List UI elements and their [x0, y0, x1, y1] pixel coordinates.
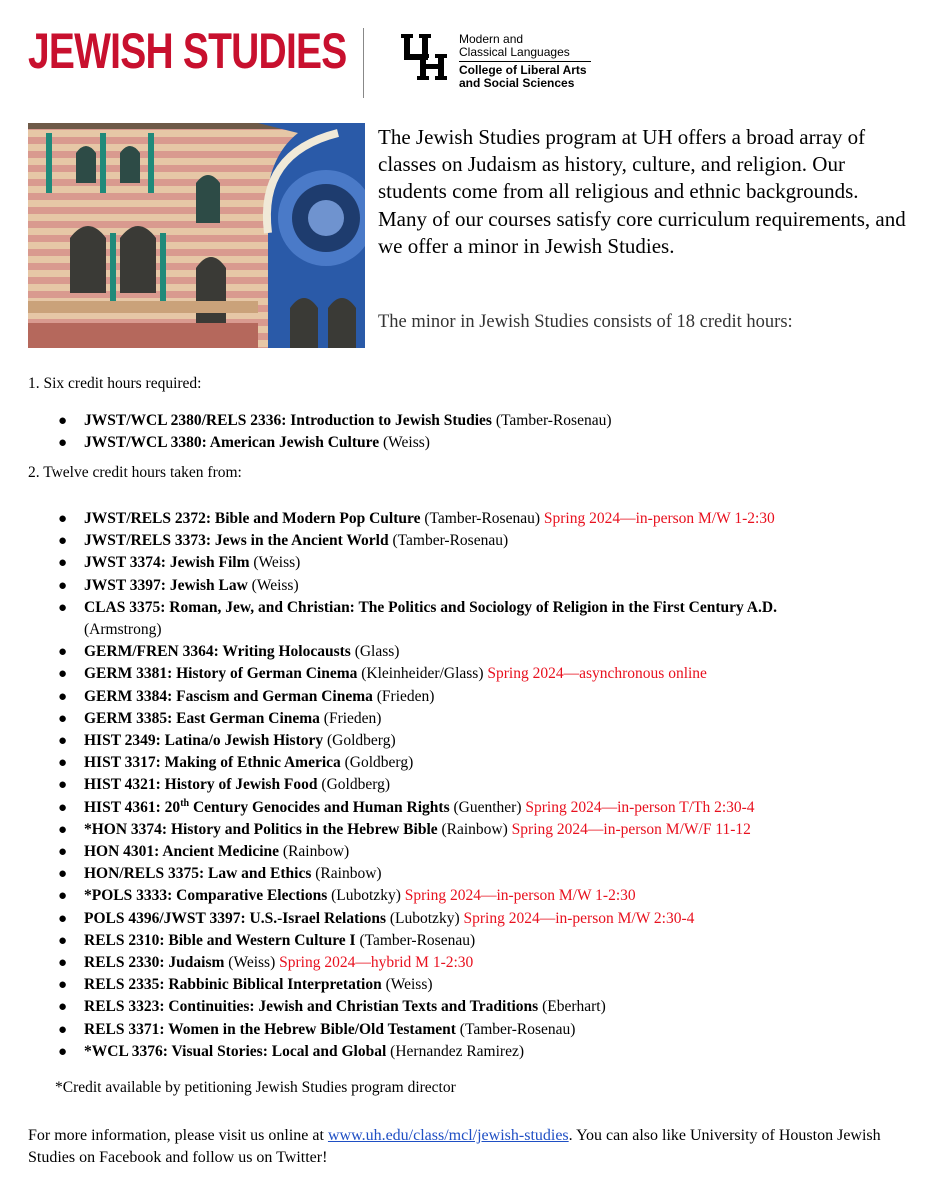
- list-item: [28, 530, 908, 552]
- course-name: HON/RELS 3375: Law and Ethics: [84, 865, 312, 883]
- minor-summary: The minor in Jewish Studies consists of 18 credit hours:: [378, 312, 793, 332]
- more-info-prefix: For more information, please visit us online at: [28, 1127, 328, 1144]
- course-instructor: (Rainbow): [437, 820, 512, 838]
- electives-heading: 2. Twelve credit hours taken from:: [28, 464, 242, 481]
- course-schedule: Spring 2024—in-person M/W 1-2:30: [404, 887, 636, 905]
- program-website-link[interactable]: www.uh.edu/class/mcl/jewish-studies: [327, 1127, 569, 1144]
- course-instructor: (Goldberg): [340, 754, 414, 772]
- course-instructor: (Lubotzky): [386, 909, 464, 927]
- list-item: [28, 1041, 908, 1063]
- course-instructor: (Tamber-Rosenau): [388, 532, 509, 550]
- course-name: HIST 4361: 20th Century Genocides and Human Rights: [84, 797, 450, 816]
- course-schedule: Spring 2024—hybrid M 1-2:30: [279, 954, 474, 972]
- course-instructor: (Weiss): [379, 434, 430, 452]
- course-instructor: (Rainbow): [279, 843, 350, 861]
- uh-logo-icon: [399, 34, 449, 80]
- course-name: HON 4301: Ancient Medicine: [84, 843, 280, 861]
- course-name: RELS 3371: Women in the Hebrew Bible/Old Testament: [84, 1020, 456, 1038]
- list-item: [28, 432, 908, 454]
- list-item: [28, 575, 908, 597]
- list-item: [28, 508, 908, 530]
- course-instructor: (Lubotzky): [327, 887, 405, 905]
- program-title: JEWISH STUDIES: [28, 23, 347, 79]
- course-schedule: Spring 2024—asynchronous online: [487, 665, 707, 683]
- course-name: *HON 3374: History and Politics in the Hebrew Bible: [84, 820, 438, 838]
- bullet-icon: ●: [58, 511, 68, 527]
- course-name: *WCL 3376: Visual Stories: Local and Global: [84, 1042, 387, 1060]
- list-item: [28, 974, 908, 996]
- bullet-icon: ●: [58, 599, 68, 616]
- course-name: HIST 4321: History of Jewish Food: [84, 776, 318, 794]
- course-name: GERM 3385: East German Cinema: [84, 709, 320, 727]
- list-item: [28, 885, 908, 907]
- bullet-icon: ●: [58, 977, 68, 994]
- course-instructor: (Weiss): [249, 554, 301, 572]
- course-name: *POLS 3333: Comparative Elections: [84, 887, 328, 905]
- footnote: *Credit available by petitioning Jewish Studies program director: [55, 1079, 456, 1096]
- bullet-icon: ●: [58, 555, 68, 572]
- list-item: [28, 552, 908, 574]
- course-name: HIST 3317: Making of Ethnic America: [84, 754, 341, 772]
- bullet-icon: ●: [58, 777, 68, 794]
- list-item: [28, 774, 908, 796]
- required-heading: 1. Six credit hours required:: [28, 375, 202, 392]
- list-item: [28, 663, 908, 685]
- course-schedule: Spring 2024—in-person M/W 1-2:30: [543, 510, 775, 527]
- list-item: [28, 730, 908, 752]
- course-instructor: (Armstrong): [84, 621, 162, 639]
- dept-rule: [459, 61, 591, 62]
- college-line-2: and Social Sciences: [459, 76, 575, 90]
- course-name: GERM 3384: Fascism and German Cinema: [84, 687, 373, 705]
- elective-course-list: [28, 508, 908, 1063]
- course-name: GERM 3381: History of German Cinema: [84, 665, 358, 683]
- bullet-icon: ●: [58, 688, 68, 705]
- course-name: HIST 2349: Latina/o Jewish History: [84, 732, 324, 750]
- course-instructor: (Frieden): [372, 687, 435, 705]
- course-instructor: (Kleinheider/Glass): [357, 665, 488, 683]
- course-instructor: (Weiss): [224, 954, 280, 972]
- list-item: [28, 1019, 908, 1041]
- list-item: [28, 930, 908, 952]
- list-item: [28, 410, 908, 432]
- bullet-icon: ●: [58, 666, 68, 683]
- course-name: GERM/FREN 3364: Writing Holocausts: [84, 643, 351, 661]
- list-item: [28, 863, 908, 885]
- more-info-suffix: . You can also like University of Houston Jewish Studies on Facebook and follow us on Twitter!: [28, 1127, 881, 1166]
- list-item: [28, 841, 908, 863]
- course-instructor: (Goldberg): [317, 776, 390, 794]
- course-instructor: (Tamber-Rosenau): [420, 510, 544, 527]
- bullet-icon: ●: [58, 821, 68, 838]
- bullet-icon: ●: [58, 755, 68, 772]
- course-instructor: (Tamber-Rosenau): [455, 1020, 576, 1038]
- bullet-icon: ●: [58, 932, 68, 949]
- college-line-1: College of Liberal Arts: [459, 63, 587, 77]
- bullet-icon: ●: [58, 577, 68, 594]
- bullet-icon: ●: [58, 1043, 68, 1060]
- bullet-icon: ●: [58, 413, 68, 429]
- course-instructor: (Tamber-Rosenau): [355, 931, 476, 949]
- bullet-icon: ●: [58, 999, 68, 1016]
- bullet-icon: ●: [58, 844, 68, 861]
- bullet-icon: ●: [58, 710, 68, 727]
- bullet-icon: ●: [58, 910, 68, 927]
- intro-paragraph: The Jewish Studies program at UH offers a broad array of classes on Judaism as history, culture, and religion. Our students come from all religious and ethnic backgrounds. Many of our courses satisfy core curriculum requirements, and we offer a minor in Jewish Studies.: [378, 125, 906, 258]
- course-name: RELS 3323: Continuities: Jewish and Christian Texts and Traditions: [84, 998, 539, 1016]
- course-name: JWST 3397: Jewish Law: [84, 576, 248, 594]
- list-item: [28, 686, 908, 708]
- course-name: JWST/RELS 2372: Bible and Modern Pop Culture: [84, 510, 421, 527]
- course-name: JWST 3374: Jewish Film: [84, 554, 250, 572]
- course-name: JWST/WCL 3380: American Jewish Culture: [84, 434, 380, 452]
- course-name: JWST/RELS 3373: Jews in the Ancient World: [84, 532, 389, 550]
- course-name: RELS 2330: Judaism: [84, 954, 225, 972]
- list-item: [28, 708, 908, 730]
- course-instructor: (Hernandez Ramirez): [386, 1042, 524, 1060]
- department-block: [459, 33, 591, 90]
- required-course-list: [28, 410, 908, 454]
- header-divider: [363, 28, 364, 98]
- list-item: [28, 952, 908, 974]
- course-instructor: (Glass): [350, 643, 400, 661]
- dept-line-1: Modern and: [459, 32, 524, 46]
- course-name: CLAS 3375: Roman, Jew, and Christian: The Politics and Sociology of Religion in the First Century A.D.: [84, 598, 777, 616]
- list-item: [28, 819, 908, 841]
- course-schedule: Spring 2024—in-person M/W/F 11-12: [511, 820, 751, 838]
- dept-line-2: Classical Languages: [459, 45, 570, 59]
- list-item: [28, 597, 908, 641]
- course-instructor: (Frieden): [319, 709, 382, 727]
- bullet-icon: ●: [58, 1021, 68, 1038]
- course-instructor: (Guenther): [449, 798, 526, 816]
- course-instructor: (Goldberg): [323, 732, 396, 750]
- bullet-icon: ●: [58, 888, 68, 905]
- bullet-icon: ●: [58, 533, 68, 550]
- course-instructor: (Eberhart): [538, 998, 606, 1016]
- course-name: RELS 2335: Rabbinic Biblical Interpretation: [84, 976, 382, 994]
- list-item: [28, 641, 908, 663]
- bullet-icon: ●: [58, 644, 68, 661]
- list-item: [28, 908, 908, 930]
- list-item: [28, 996, 908, 1018]
- bullet-icon: ●: [58, 435, 68, 452]
- bullet-icon: ●: [58, 955, 68, 972]
- course-instructor: (Weiss): [381, 976, 433, 994]
- list-item: [28, 752, 908, 774]
- more-info: [28, 1125, 908, 1169]
- synagogue-photo: [28, 123, 365, 348]
- bullet-icon: ●: [58, 733, 68, 750]
- course-name: JWST/WCL 2380/RELS 2336: Introduction to Jewish Studies: [84, 412, 492, 429]
- course-schedule: Spring 2024—in-person M/W 2:30-4: [463, 909, 695, 927]
- course-instructor: (Rainbow): [311, 865, 382, 883]
- bullet-icon: ●: [58, 799, 68, 816]
- bullet-icon: ●: [58, 866, 68, 883]
- course-name: RELS 2310: Bible and Western Culture I: [84, 931, 356, 949]
- list-item: [28, 797, 908, 819]
- course-instructor: (Tamber-Rosenau): [491, 412, 612, 429]
- course-name: POLS 4396/JWST 3397: U.S.-Israel Relations: [84, 909, 386, 927]
- course-schedule: Spring 2024—in-person T/Th 2:30-4: [525, 798, 755, 816]
- course-instructor: (Weiss): [247, 576, 299, 594]
